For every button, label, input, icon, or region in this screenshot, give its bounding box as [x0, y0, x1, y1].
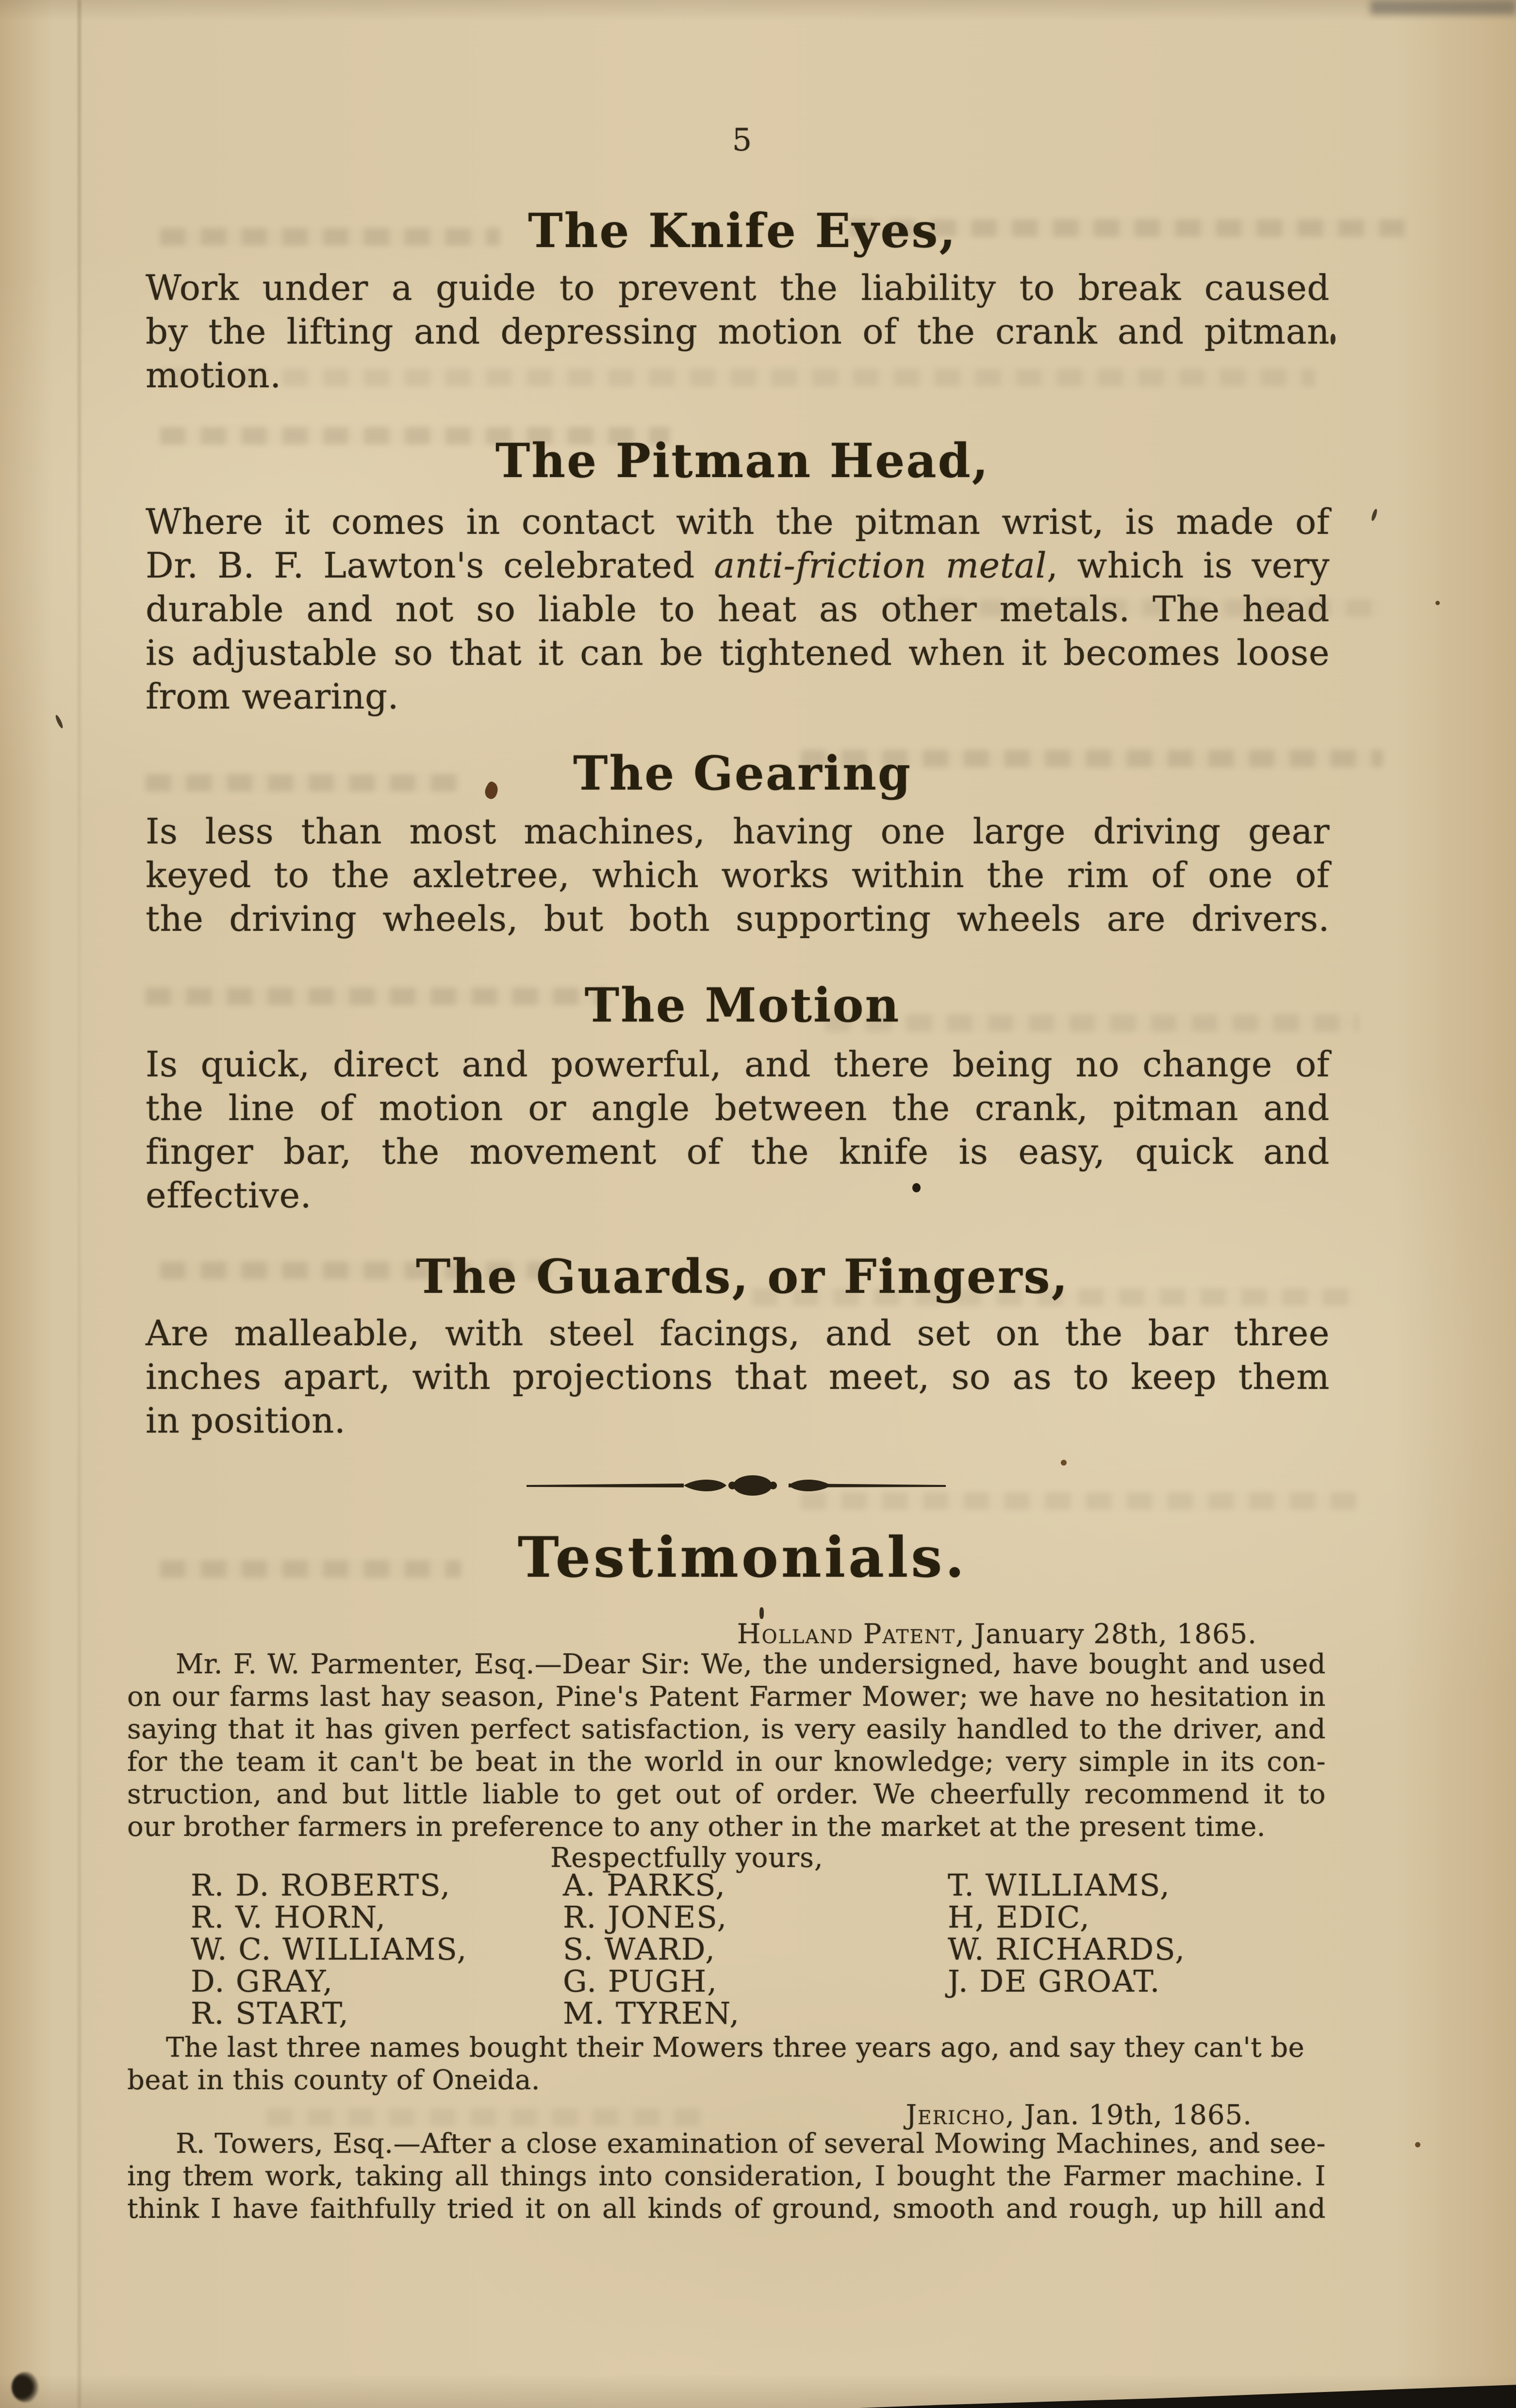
- text-line: is adjustable so that it can be tightened when it becomes loose: [146, 632, 1330, 673]
- text-line: Work under a guide to prevent the liability to break caused: [146, 267, 1330, 308]
- text-line: beat in this county of Oneida.: [127, 2064, 540, 2096]
- signature: D. GRAY,: [191, 1963, 334, 1999]
- signature: T. WILLIAMS,: [948, 1867, 1170, 1903]
- italic-phrase: anti-friction metal: [714, 545, 1047, 586]
- text-line: Is quick, direct and powerful, and there being no change of: [146, 1044, 1330, 1085]
- section-body-motion: [146, 1042, 1330, 1217]
- text-segment: , which is very: [1047, 545, 1330, 586]
- signature: R. JONES,: [563, 1899, 728, 1935]
- text-line: the driving wheels, but both supporting wheels are drivers.: [146, 898, 1330, 939]
- section-body-guards-fingers: [146, 1311, 1330, 1442]
- text-line: ing them work, taking all things into consideration, I bought the Farmer machine. I: [127, 2161, 1326, 2192]
- text-line: [146, 544, 1330, 587]
- text-line: the line of motion or angle between the crank, pitman and: [146, 1088, 1330, 1128]
- text-line: effective.: [146, 1175, 312, 1216]
- testimonials-heading: Testimonials.: [517, 1525, 968, 1590]
- signature: A. PARKS,: [563, 1867, 726, 1903]
- paper-crease: [78, 0, 81, 2408]
- signature: W. RICHARDS,: [948, 1931, 1186, 1967]
- text-line: inches apart, with projections that meet, so as to keep them: [146, 1356, 1330, 1397]
- testimonial-note: [127, 2031, 1326, 2096]
- text-line: motion.: [146, 355, 281, 396]
- text-line: in position.: [146, 1400, 346, 1441]
- text-line: durable and not so liable to heat as other metals. The head: [146, 589, 1330, 629]
- text-line: saying that it has given perfect satisfaction, is very easily handled to the driver, and: [127, 1714, 1326, 1745]
- ink-speck: [759, 1607, 764, 1619]
- text-line: on our farms last hay season, Pine's Patent Farmer Mower; we have no hesitation in: [127, 1681, 1326, 1713]
- signature: R. V. HORN,: [191, 1899, 387, 1935]
- page-number: 5: [732, 122, 753, 158]
- text-line: R. Towers, Esq.—After a close examination of several Mowing Machines, and see-: [176, 2128, 1326, 2160]
- section-heading-guards-fingers: The Guards, or Fingers,: [415, 1249, 1069, 1304]
- signature-column-2: [563, 1869, 740, 2029]
- text-line: think I have faithfully tried it on all kinds of ground, smooth and rough, up hill and: [127, 2193, 1326, 2225]
- divider-ornament: [523, 1470, 950, 1503]
- testimonial-letter-parmenter: [127, 1648, 1326, 1843]
- text-line: Are malleable, with steel facings, and set on the bar three: [146, 1313, 1330, 1353]
- section-heading-pitman-head: The Pitman Head,: [495, 433, 990, 488]
- text-line: Is less than most machines, having one large driving gear: [146, 811, 1330, 852]
- section-body-gearing: [146, 809, 1330, 940]
- text-line: our brother farmers in preference to any other in the market at the present time.: [127, 1811, 1266, 1843]
- text-line: finger bar, the movement of the knife is easy, quick and: [146, 1131, 1330, 1172]
- signature-column-1: [191, 1869, 467, 2029]
- text-line: struction, and but little liable to get out of order. We cheerfully recommend it to: [127, 1779, 1326, 1810]
- signature: R. START,: [191, 1996, 349, 2031]
- dateline-jericho: [121, 2099, 1252, 2131]
- signature: R. D. ROBERTS,: [191, 1867, 451, 1903]
- section-body-pitman-head: [146, 500, 1330, 718]
- dateline-date: January 28th, 1865.: [974, 1618, 1257, 1650]
- ink-speck: [1415, 2142, 1420, 2147]
- text-segment: Dr. B. F. Lawton's celebrated: [146, 545, 714, 586]
- text-line: Where it comes in contact with the pitman wrist, is made of: [146, 501, 1330, 542]
- signature: M. TYREN,: [563, 1996, 741, 2031]
- ink-speck: [54, 714, 64, 729]
- text-line: by the lifting and depressing motion of the crank and pitman: [146, 311, 1330, 352]
- signature: S. WARD,: [563, 1931, 716, 1967]
- text-line: from wearing.: [146, 676, 399, 717]
- text-line: keyed to the axletree, which works within the rim of one of: [146, 855, 1330, 895]
- dateline-date: Jan. 19th, 1865.: [1024, 2099, 1252, 2131]
- testimonial-letter-towers: [127, 2128, 1326, 2225]
- section-body-knife-eyes: [146, 266, 1330, 397]
- dateline-holland-patent: [121, 1618, 1257, 1650]
- signature-column-3: [948, 1869, 1186, 1997]
- scan-edge-artifact-top-right: [1370, 0, 1516, 15]
- signature: W. C. WILLIAMS,: [191, 1931, 468, 1967]
- ink-blot: [12, 2372, 40, 2402]
- ink-speck: [1435, 601, 1440, 605]
- ink-speck: [1061, 1460, 1067, 1466]
- signature: H, EDIC,: [948, 1899, 1090, 1935]
- ink-speck: [1331, 334, 1335, 345]
- section-heading-gearing: The Gearing: [573, 746, 912, 801]
- text-line: The last three names bought their Mowers three years ago, and say they can't be: [166, 2032, 1305, 2063]
- signature: J. DE GROAT.: [948, 1963, 1161, 1999]
- dateline-place: Jericho,: [906, 2099, 1015, 2131]
- dateline-place: Holland Patent,: [737, 1618, 965, 1650]
- text-line: Mr. F. W. Parmenter, Esq.—Dear Sir: We, the undersigned, have bought and used: [176, 1649, 1326, 1680]
- letter-closing: Respectfully yours,: [550, 1842, 824, 1874]
- section-heading-motion: The Motion: [584, 978, 901, 1033]
- ink-speck: [1370, 508, 1378, 521]
- signature: G. PUGH,: [563, 1963, 718, 1999]
- section-heading-knife-eyes: The Knife Eyes,: [528, 203, 957, 258]
- scan-edge-shadow-top: [0, 0, 1516, 21]
- text-line: for the team it can't be beat in the world in our knowledge; very simple in its con-: [127, 1746, 1326, 1778]
